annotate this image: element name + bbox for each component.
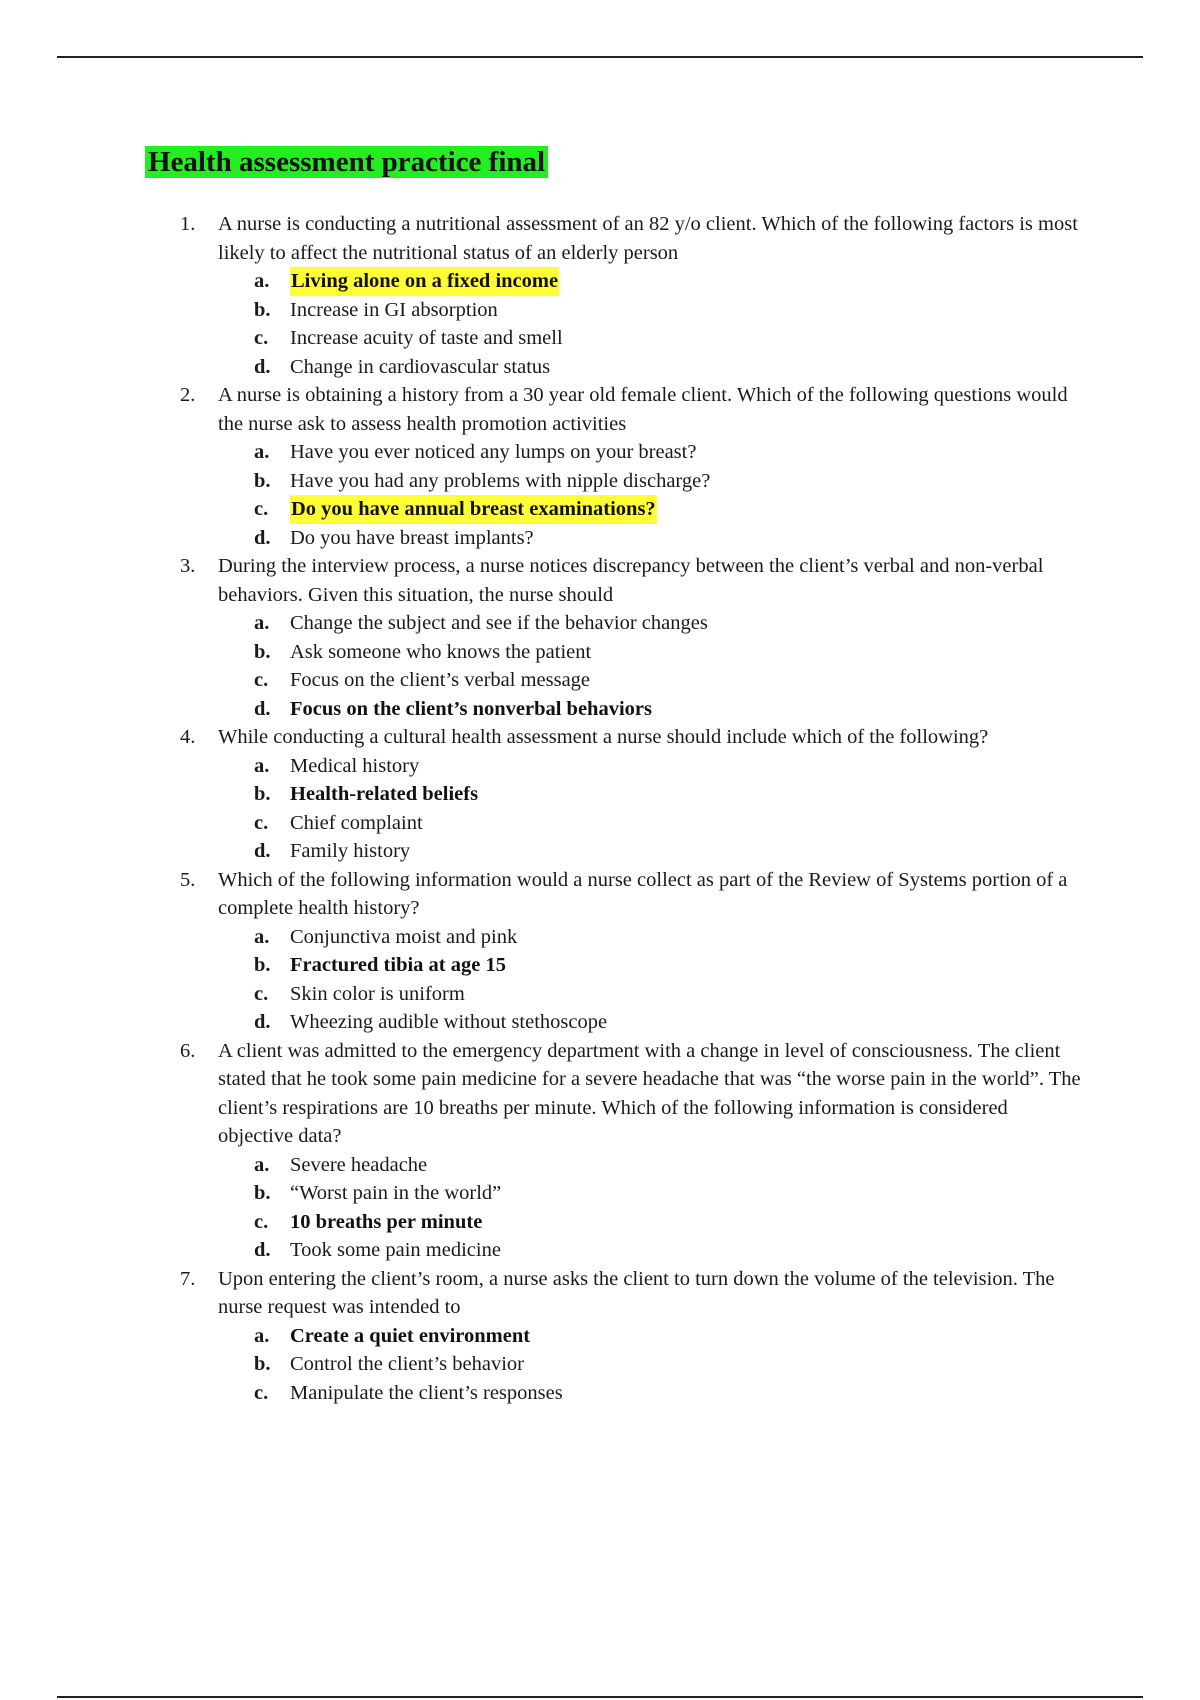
answer-option [0,438,1200,467]
answer-option [0,324,1200,353]
question-text: During the interview process, a nurse notices discrepancy between the client’s verbal and non-verbal behaviors. Given this situation, the nurse should [218,555,1044,606]
option-text: Took some pain medicine [290,1239,501,1261]
option-text: “Worst pain in the world” [290,1182,502,1204]
question-text: A nurse is conducting a nutritional assessment of an 82 y/o client. Which of the following factors is most likely to affect the nutritional status of an elderly person [218,213,1078,264]
answer-option [0,638,1200,667]
question-item [0,1037,1200,1265]
answer-option [0,951,1200,980]
option-letter: a. [254,754,270,777]
question-number: 2. [180,384,196,406]
option-text: Severe headache [290,1153,428,1176]
option-letter: b. [254,783,271,805]
question-list [0,210,1200,1407]
option-letter: a. [254,612,270,634]
answer-option [0,1179,1200,1208]
option-text: Do you have breast implants? [290,526,534,549]
option-letter: c. [254,498,269,520]
answer-option [0,809,1200,838]
correct-answer-text: Living alone on a fixed income [290,267,559,296]
correct-answer-text: Do you have annual breast examinations? [290,495,657,524]
question-text: A client was admitted to the emergency department with a change in level of consciousness. The client stated that he took some pain medicine for a severe headache that was “the worse pain in the world”. The client’s respirations are 10 breaths per minute. Which of the following information is considered objective data? [218,1039,1081,1147]
option-letter: b. [254,1353,271,1375]
answer-option [0,296,1200,325]
answer-option [0,923,1200,952]
page-title-text: Health assessment practice final [145,146,548,178]
answer-option [0,837,1200,866]
option-text: Chief complaint [290,811,423,834]
option-text: Have you had any problems with nipple discharge? [290,469,711,492]
answer-options [0,752,1200,866]
answer-option [0,495,1200,524]
correct-answer-text: 10 breaths per minute [290,1210,483,1233]
answer-option [0,780,1200,809]
option-letter: c. [254,811,269,834]
question-text: A nurse is obtaining a history from a 30 year old female client. Which of the following questions would the nurse ask to assess health promotion activities [218,384,1068,435]
option-letter: b. [254,954,271,976]
answer-option [0,1350,1200,1379]
question-text: Upon entering the client’s room, a nurse asks the client to turn down the volume of the television. The nurse request was intended to [218,1267,1055,1318]
question-number: 5. [180,868,196,891]
answer-option [0,1008,1200,1037]
answer-option [0,467,1200,496]
option-letter: c. [254,327,269,349]
answer-options [0,438,1200,552]
option-letter: b. [254,640,271,663]
answer-options [0,1322,1200,1408]
option-text: Manipulate the client’s responses [290,1381,563,1404]
header-rule [57,56,1143,58]
option-text: Conjunctiva moist and pink [290,925,518,948]
option-letter: d. [254,697,271,720]
answer-options [0,267,1200,381]
answer-option [0,1379,1200,1408]
answer-options [0,609,1200,723]
answer-option [0,1322,1200,1351]
option-text: Medical history [290,754,420,777]
answer-options [0,1151,1200,1265]
answer-option [0,524,1200,553]
correct-answer-text: Create a quiet environment [290,1324,531,1347]
option-text: Have you ever noticed any lumps on your breast? [290,441,697,463]
correct-answer-text: Fractured tibia at age 15 [290,954,506,976]
answer-option [0,666,1200,695]
question-number: 4. [180,726,196,748]
option-text: Wheezing audible without stethoscope [290,1011,608,1033]
answer-option [0,1236,1200,1265]
answer-option [0,752,1200,781]
option-letter: d. [254,1239,271,1261]
answer-option [0,1208,1200,1237]
option-letter: a. [254,270,270,292]
option-text: Ask someone who knows the patient [290,640,592,663]
answer-option [0,609,1200,638]
option-letter: b. [254,298,271,321]
option-letter: a. [254,1153,270,1176]
question-number: 3. [180,555,196,577]
option-letter: c. [254,1210,269,1233]
option-letter: d. [254,1011,271,1033]
option-text: Change the subject and see if the behavior changes [290,612,708,634]
question-item [0,723,1200,866]
option-letter: c. [254,669,269,691]
option-text: Increase acuity of taste and smell [290,327,563,349]
question-item [0,210,1200,381]
question-text: Which of the following information would a nurse collect as part of the Review of Systems portion of a complete health history? [218,868,1068,919]
question-item [0,1265,1200,1408]
option-text: Increase in GI absorption [290,298,498,321]
question-text: While conducting a cultural health assessment a nurse should include which of the following? [218,726,989,748]
correct-answer-text: Health-related beliefs [290,783,479,805]
correct-answer-text: Focus on the client’s nonverbal behaviors [290,697,652,720]
option-text: Family history [290,840,411,862]
question-item [0,866,1200,1037]
option-text: Skin color is uniform [290,982,465,1005]
option-letter: d. [254,840,271,862]
option-text: Focus on the client’s verbal message [290,669,591,691]
option-letter: d. [254,526,271,549]
answer-options [0,923,1200,1037]
option-letter: c. [254,982,269,1005]
option-text: Control the client’s behavior [290,1353,524,1375]
option-letter: c. [254,1381,269,1404]
footer-rule [57,1696,1143,1698]
answer-option [0,267,1200,296]
question-number: 1. [180,213,196,235]
option-letter: a. [254,441,270,463]
answer-option [0,353,1200,382]
option-letter: d. [254,355,271,378]
option-letter: a. [254,1324,270,1347]
option-letter: b. [254,469,271,492]
question-item [0,381,1200,552]
question-number: 6. [180,1039,196,1062]
option-letter: b. [254,1182,271,1204]
answer-option [0,1151,1200,1180]
option-text: Change in cardiovascular status [290,355,551,378]
option-letter: a. [254,925,270,948]
answer-option [0,980,1200,1009]
answer-option [0,695,1200,724]
question-item [0,552,1200,723]
page-title [145,145,548,179]
question-number: 7. [180,1267,196,1290]
